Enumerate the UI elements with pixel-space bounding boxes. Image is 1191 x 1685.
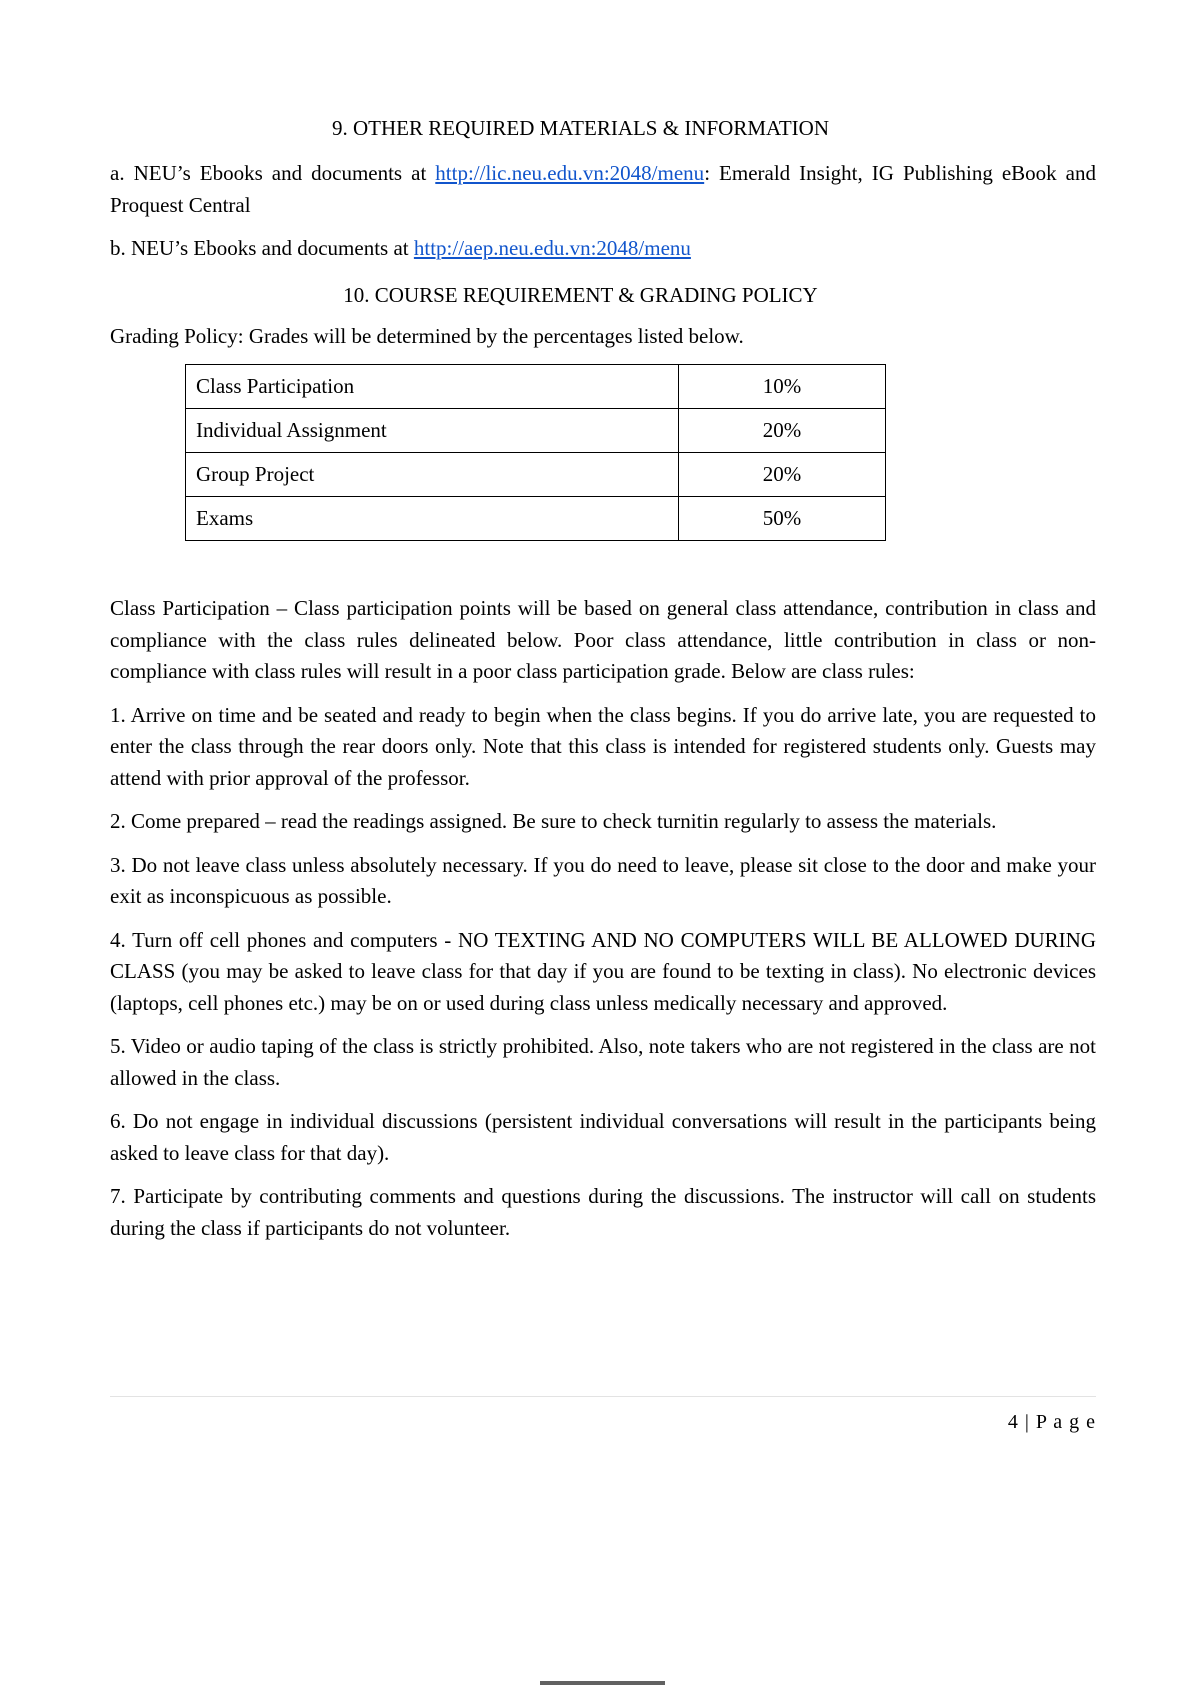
class-rule-5: 5. Video or audio taping of the class is strictly prohibited. Also, note takers who are not registered in the class are not allowed in the class. xyxy=(110,1034,1096,1090)
materials-item-b-link[interactable]: http://aep.neu.edu.vn:2048/menu xyxy=(413,236,691,260)
grading-weight: 50% xyxy=(679,497,886,541)
grading-component: Individual Assignment xyxy=(186,409,679,453)
grading-weight: 10% xyxy=(679,365,886,409)
grading-policy-intro: Grading Policy: Grades will be determined by the percentages listed below. xyxy=(110,323,744,348)
grading-weight: 20% xyxy=(679,409,886,453)
materials-item-b-prefix: b. NEU’s Ebooks and documents at xyxy=(110,236,414,260)
grading-weight: 20% xyxy=(679,453,886,497)
table-row xyxy=(186,453,886,497)
class-participation-paragraph: Class Participation – Class participation points will be based on general class attendance, contribution in class and compliance with the class rules delineated below. Poor class attendance, little contribution in class or non-compliance with class rules will result in a poor class participation grade. Below are class rules: xyxy=(110,596,1096,683)
class-rule-2: 2. Come prepared – read the readings assigned. Be sure to check turnitin regularly to assess the materials. xyxy=(110,809,997,833)
materials-item-a-suffix: : Emerald Insight, IG Publishing eBook and Proquest Central xyxy=(110,161,1096,217)
class-rule-6: 6. Do not engage in individual discussions (persistent individual conversations will result in the participants being asked to leave class for that day). xyxy=(110,1109,1096,1165)
materials-item-b xyxy=(110,233,1096,265)
section-9-heading: 9. OTHER REQUIRED MATERIALS & INFORMATION xyxy=(332,116,829,140)
table-row xyxy=(186,497,886,541)
page-footer xyxy=(110,1396,1096,1434)
grading-table xyxy=(185,364,886,541)
grading-component: Group Project xyxy=(186,453,679,497)
section-10-heading: 10. COURSE REQUIREMENT & GRADING POLICY xyxy=(343,282,818,307)
materials-item-a-prefix: a. NEU’s Ebooks and documents at xyxy=(110,161,436,185)
class-rule-4: 4. Turn off cell phones and computers - NO TEXTING AND NO COMPUTERS WILL BE ALLOWED DURING CLASS (you may be asked to leave class for that day if you are found to be texting in class). No electronic devices (laptops, cell phones etc.) may be on or used during class unless medically necessary and approved. xyxy=(110,927,1096,1015)
grading-component: Exams xyxy=(186,497,679,541)
class-rule-1: 1. Arrive on time and be seated and ready to begin when the class begins. If you do arrive late, you are requested to enter the class through the rear doors only. Note that this class is intended for registered students only. Guests may attend with prior approval of the professor. xyxy=(110,702,1096,790)
table-row xyxy=(186,409,886,453)
page-number-label: 4 | P a g e xyxy=(1007,1411,1096,1433)
materials-item-a xyxy=(110,158,1096,221)
class-rule-3: 3. Do not leave class unless absolutely necessary. If you do need to leave, please sit close to the door and make your exit as inconspicuous as possible. xyxy=(110,852,1096,908)
class-rule-7: 7. Participate by contributing comments and questions during the discussions. The instructor will call on students during the class if participants do not volunteer. xyxy=(110,1184,1096,1240)
materials-item-a-link[interactable]: http://lic.neu.edu.vn:2048/menu xyxy=(435,161,705,185)
grading-component: Class Participation xyxy=(186,365,679,409)
next-page-edge-artifact xyxy=(540,1681,665,1685)
table-row xyxy=(186,365,886,409)
